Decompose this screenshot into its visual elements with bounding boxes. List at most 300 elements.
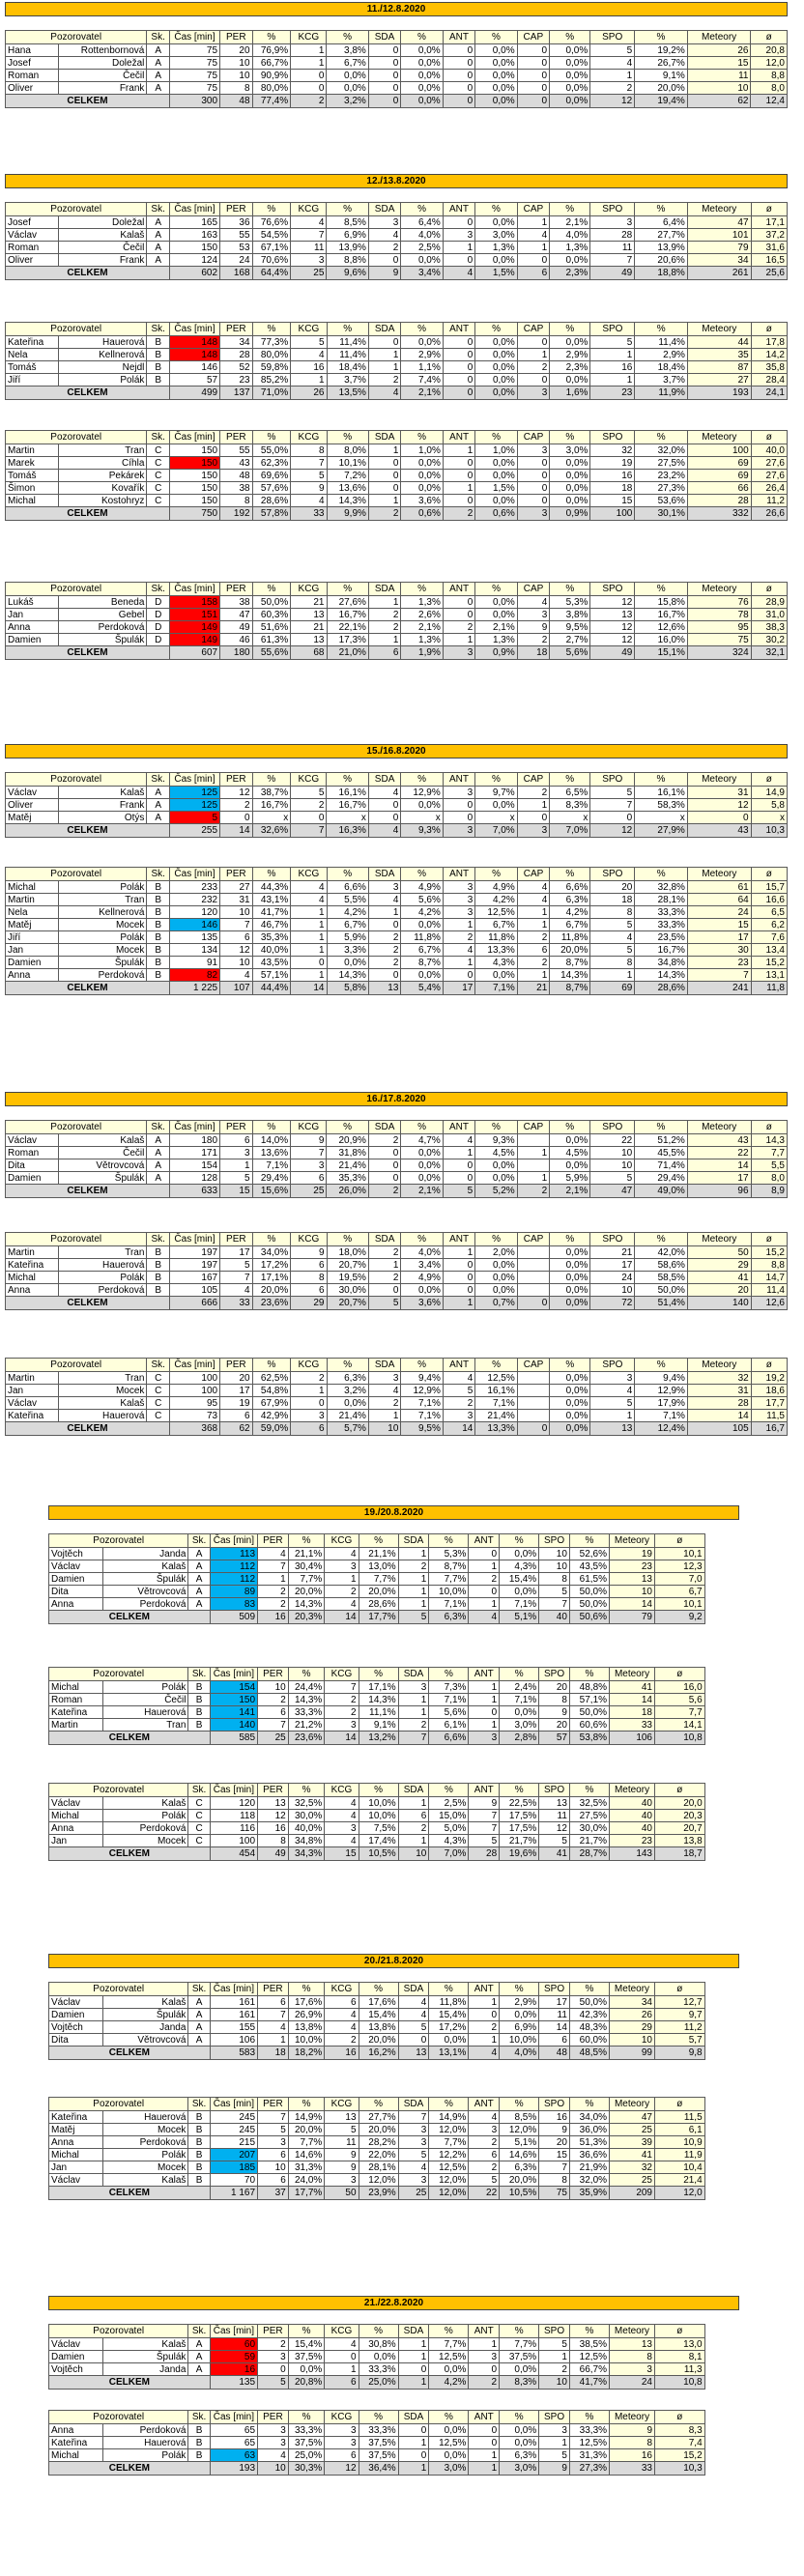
- cell: 42,9%: [252, 1410, 291, 1422]
- total-value: 583: [210, 2046, 257, 2060]
- column-header: Meteory: [687, 773, 751, 787]
- observer-last-name: Mocek: [58, 919, 147, 931]
- cell: 34,8%: [288, 1835, 325, 1847]
- cell: 0,0%: [475, 254, 517, 267]
- cell: 13,6%: [327, 482, 368, 495]
- cell: 4: [368, 894, 401, 906]
- observer-last-name: Polák: [103, 2149, 188, 2161]
- cell: 0,0%: [401, 1147, 443, 1159]
- table-row: [49, 1835, 739, 1847]
- cell: 16: [291, 361, 327, 374]
- column-header: Meteory: [610, 2098, 655, 2111]
- total-value: 9,5%: [401, 1422, 443, 1436]
- cell: 32,0%: [635, 444, 688, 457]
- group-code: A: [188, 1573, 210, 1586]
- column-header: SDA: [368, 323, 401, 336]
- cell: 30,0%: [288, 1810, 325, 1822]
- observer-first-name: Matěj: [6, 919, 59, 931]
- column-header: SDA: [398, 1668, 429, 1681]
- total-value: 51,4%: [635, 1297, 688, 1310]
- meteor-rate: 19,2: [751, 1372, 787, 1385]
- cell: 8: [539, 1694, 570, 1706]
- cell: 36,6%: [569, 2149, 609, 2161]
- table-row: [6, 216, 788, 229]
- cell: 6,3%: [500, 2161, 539, 2174]
- meteor-count: 87: [687, 361, 751, 374]
- cell: 2: [220, 799, 252, 812]
- column-header: KCG: [325, 1534, 359, 1548]
- total-value: 2,8%: [500, 1732, 539, 1745]
- table-row: [6, 906, 788, 919]
- time-minutes: 57: [169, 374, 219, 386]
- table-row: [49, 1706, 739, 1719]
- cell: 0,0%: [550, 1272, 590, 1284]
- cell: 1: [258, 1573, 289, 1586]
- meteor-count: 0: [687, 812, 751, 824]
- total-value: 193: [687, 386, 751, 400]
- time-minutes: 73: [169, 1410, 219, 1422]
- total-value: 16,3%: [327, 824, 368, 838]
- observer-first-name: Kateřina: [49, 2111, 103, 2124]
- cell: 3: [258, 2351, 289, 2363]
- cell: 1: [398, 1706, 429, 1719]
- cell: 6,3%: [500, 2449, 539, 2462]
- cell: 0,0%: [550, 1259, 590, 1272]
- time-minutes: 154: [210, 1681, 257, 1694]
- meteor-rate: 27,6: [751, 457, 787, 470]
- cell: 7: [258, 2009, 289, 2021]
- total-value: 0,9%: [550, 507, 590, 521]
- column-header: %: [401, 323, 443, 336]
- total-value: 10,8: [655, 1732, 705, 1745]
- meteor-count: 31: [687, 1385, 751, 1397]
- cell: [517, 1385, 550, 1397]
- cell: 18: [590, 482, 635, 495]
- cell: 21,7%: [500, 1835, 539, 1847]
- date-title: 20./21.8.2020: [49, 1955, 739, 1968]
- cell: 2,1%: [475, 621, 517, 634]
- cell: 0,0%: [550, 1372, 590, 1385]
- cell: 10,0%: [288, 2034, 325, 2046]
- cell: 0: [443, 1259, 475, 1272]
- observer-first-name: Jan: [6, 1385, 59, 1397]
- cell: 0,0%: [475, 216, 517, 229]
- cell: 14,3%: [635, 969, 688, 982]
- column-header: PER: [220, 773, 252, 787]
- column-header: %: [635, 203, 688, 216]
- cell: 0,0%: [550, 70, 590, 82]
- cell: 2: [368, 374, 401, 386]
- column-header: Pozorovatel: [49, 2098, 188, 2111]
- meteor-rate: 11,9: [655, 2149, 705, 2161]
- column-header: Pozorovatel: [6, 203, 147, 216]
- meteor-count: 7: [687, 969, 751, 982]
- column-header: %: [569, 2325, 609, 2338]
- total-value: 79: [610, 1611, 655, 1624]
- column-header: Meteory: [687, 1121, 751, 1134]
- column-header: %: [288, 1983, 325, 1996]
- cell: 6: [469, 2149, 500, 2161]
- observer-last-name: Čečil: [58, 1147, 147, 1159]
- cell: x: [252, 812, 291, 824]
- total-value: 21,0%: [327, 646, 368, 660]
- column-header: ø: [751, 431, 787, 444]
- observer-last-name: Hauerová: [103, 1706, 188, 1719]
- cell: 7: [291, 1147, 327, 1159]
- meteor-count: 23: [610, 1835, 655, 1847]
- cell: 1: [517, 1147, 549, 1159]
- observer-first-name: Roman: [6, 1147, 59, 1159]
- table-row: [49, 1598, 739, 1611]
- total-value: 64,4%: [252, 267, 291, 280]
- cell: 16,7%: [635, 609, 688, 621]
- cell: 2,1%: [401, 621, 443, 634]
- cell: 38: [220, 596, 253, 609]
- cell: 1,3%: [401, 596, 443, 609]
- cell: 6,3%: [327, 1372, 368, 1385]
- observer-first-name: Michal: [49, 1681, 103, 1694]
- cell: 28,6%: [252, 495, 291, 507]
- time-minutes: 116: [210, 1822, 257, 1835]
- cell: 6,3%: [550, 894, 590, 906]
- cell: 6: [220, 931, 253, 944]
- time-minutes: 105: [169, 1284, 219, 1297]
- group-code: B: [188, 2149, 210, 2161]
- cell: 11,4%: [327, 349, 368, 361]
- cell: 16: [590, 470, 635, 482]
- cell: 1: [368, 444, 401, 457]
- group-code: B: [147, 1259, 170, 1272]
- column-header: Pozorovatel: [49, 1534, 188, 1548]
- observer-last-name: Doležal: [58, 216, 147, 229]
- time-minutes: 141: [210, 1706, 257, 1719]
- cell: 6: [291, 1284, 327, 1297]
- meteor-count: 13: [610, 1573, 655, 1586]
- group-code: D: [147, 634, 170, 646]
- cell: 7: [325, 1681, 359, 1694]
- meteor-count: 34: [687, 254, 751, 267]
- cell: 7,1%: [500, 1694, 539, 1706]
- group-code: A: [188, 1996, 210, 2009]
- table-row: [6, 457, 788, 470]
- cell: 11,8%: [550, 931, 590, 944]
- meteor-rate: 10,9: [655, 2136, 705, 2149]
- cell: 28,1%: [635, 894, 688, 906]
- group-code: A: [188, 2009, 210, 2021]
- cell: 31,3%: [569, 2449, 609, 2462]
- cell: 0: [443, 1284, 475, 1297]
- column-header: %: [252, 31, 291, 44]
- cell: 2: [291, 1372, 327, 1385]
- column-header: Meteory: [687, 1233, 751, 1246]
- observer-first-name: Roman: [49, 1694, 103, 1706]
- cell: 8: [220, 82, 252, 95]
- total-value: 20,8%: [288, 2376, 325, 2390]
- observer-first-name: Václav: [49, 1797, 103, 1810]
- total-value: 15,6%: [252, 1185, 291, 1198]
- column-header: %: [288, 1534, 325, 1548]
- cell: 1: [368, 495, 401, 507]
- table-row: [6, 1272, 788, 1284]
- total-value: 6: [325, 2376, 359, 2390]
- cell: 0,0%: [327, 82, 368, 95]
- cell: 4,7%: [401, 1134, 443, 1147]
- cell: 51,6%: [252, 621, 291, 634]
- date-band: [49, 1955, 739, 1968]
- group-code: A: [147, 57, 170, 70]
- total-value: 26: [291, 386, 327, 400]
- cell: 2: [539, 2363, 570, 2376]
- meteor-rate: 20,8: [751, 44, 788, 57]
- cell: 7,1%: [252, 1159, 291, 1172]
- cell: 4: [398, 2161, 429, 2174]
- total-label: CELKEM: [6, 386, 170, 400]
- cell: 2: [368, 1272, 401, 1284]
- time-minutes: 151: [169, 609, 219, 621]
- total-value: 2,1%: [401, 1185, 443, 1198]
- total-value: 48,5%: [569, 2046, 609, 2060]
- time-minutes: 245: [210, 2124, 257, 2136]
- total-value: 6: [291, 1422, 327, 1436]
- cell: 0: [469, 2424, 500, 2437]
- observer-first-name: Martin: [6, 1246, 59, 1259]
- cell: 3: [443, 881, 475, 894]
- cell: 34,0%: [569, 2111, 609, 2124]
- cell: 2: [398, 1560, 429, 1573]
- column-header: Sk.: [147, 31, 170, 44]
- table-row: [6, 1159, 788, 1172]
- total-value: 25,6: [751, 267, 787, 280]
- cell: 0: [368, 1284, 401, 1297]
- cell: 1,1%: [401, 361, 443, 374]
- total-value: 49,0%: [635, 1185, 688, 1198]
- observation-grid: [5, 744, 788, 838]
- table-row: [6, 1410, 788, 1422]
- observation-table: [48, 1667, 739, 1745]
- table-row: [49, 1797, 739, 1810]
- time-minutes: 171: [169, 1147, 219, 1159]
- total-value: 0,0%: [401, 95, 443, 108]
- column-header: %: [550, 203, 590, 216]
- cell: 4: [443, 944, 475, 957]
- date-title: 12./13.8.2020: [6, 175, 788, 188]
- cell: 23,2%: [635, 470, 688, 482]
- group-code: B: [188, 2136, 210, 2149]
- cell: 67,1%: [252, 242, 291, 254]
- total-value: 2: [443, 507, 475, 521]
- cell: 14,6%: [288, 2149, 325, 2161]
- cell: 1: [443, 1246, 475, 1259]
- time-minutes: 100: [210, 1835, 257, 1847]
- cell: 2: [517, 634, 550, 646]
- meteor-count: 8: [610, 2351, 655, 2363]
- column-header: %: [252, 431, 291, 444]
- time-minutes: 112: [210, 1560, 257, 1573]
- time-minutes: 16: [210, 2363, 257, 2376]
- group-code: C: [147, 1410, 170, 1422]
- cell: 10: [539, 1560, 570, 1573]
- group-code: C: [147, 1385, 170, 1397]
- cell: 53: [220, 242, 252, 254]
- cell: 20,0%: [550, 944, 590, 957]
- table-row: [49, 2021, 739, 2034]
- meteor-count: 18: [610, 1706, 655, 1719]
- observation-table: [48, 2097, 739, 2200]
- cell: [517, 1272, 550, 1284]
- cell: 58,6%: [635, 1259, 688, 1272]
- total-value: 99: [610, 2046, 655, 2060]
- cell: 7,5%: [359, 1822, 398, 1835]
- column-header: %: [288, 2098, 325, 2111]
- time-minutes: 113: [210, 1548, 257, 1560]
- total-value: 5: [443, 1185, 474, 1198]
- table-row: [6, 812, 788, 824]
- cell: 2: [443, 931, 475, 944]
- observation-table: [5, 1358, 788, 1436]
- cell: 0,0%: [550, 1410, 590, 1422]
- cell: 0,0%: [475, 57, 517, 70]
- column-header: PER: [220, 1121, 252, 1134]
- column-header: %: [550, 1233, 590, 1246]
- cell: 34,0%: [252, 1246, 291, 1259]
- cell: 66,7%: [252, 57, 291, 70]
- cell: 33,3%: [635, 919, 688, 931]
- total-row: [49, 2462, 739, 2476]
- observer-first-name: Michal: [49, 2149, 103, 2161]
- column-header: PER: [220, 31, 252, 44]
- observer-first-name: Kateřina: [6, 1410, 59, 1422]
- date-band: [49, 2297, 739, 2310]
- table-row: [6, 482, 788, 495]
- meteor-rate: 13,1: [751, 969, 787, 982]
- cell: 12,6%: [635, 621, 688, 634]
- total-value: 100: [590, 507, 635, 521]
- observer-last-name: Čečil: [103, 1694, 188, 1706]
- column-header: Sk.: [188, 1784, 210, 1797]
- group-code: B: [188, 2174, 210, 2187]
- observer-last-name: Větrovcová: [103, 1586, 188, 1598]
- observer-last-name: Hauerová: [58, 1410, 147, 1422]
- column-header: SDA: [398, 2098, 429, 2111]
- column-header: %: [475, 323, 517, 336]
- cell: 15: [590, 495, 635, 507]
- cell: 0: [291, 1397, 327, 1410]
- column-header: Čas [min]: [169, 31, 219, 44]
- meteor-count: 30: [687, 944, 751, 957]
- meteor-rate: 11,5: [751, 1410, 787, 1422]
- total-value: 17,7%: [288, 2187, 325, 2200]
- meteor-rate: 28,9: [751, 596, 787, 609]
- group-code: B: [188, 2124, 210, 2136]
- cell: 3: [368, 1372, 401, 1385]
- cell: 22: [590, 1134, 635, 1147]
- cell: 61,5%: [569, 1573, 609, 1586]
- column-header-row: [49, 2098, 739, 2111]
- column-header: %: [475, 868, 517, 881]
- cell: 3: [590, 216, 635, 229]
- observation-grid: [5, 867, 788, 995]
- column-header: ANT: [469, 2411, 500, 2424]
- meteor-rate: 13,0: [654, 2338, 704, 2351]
- cell: 17,4%: [359, 1835, 398, 1847]
- spacer-row: [49, 1968, 739, 1983]
- cell: 59,8%: [252, 361, 291, 374]
- total-value: 5: [368, 1297, 401, 1310]
- column-header: %: [252, 868, 291, 881]
- time-minutes: 154: [169, 1159, 219, 1172]
- total-value: 12,0%: [429, 2187, 469, 2200]
- cell: 0,0%: [475, 349, 517, 361]
- meteor-count: 13: [610, 2338, 655, 2351]
- column-header: Sk.: [147, 1359, 170, 1372]
- meteor-count: 101: [687, 229, 751, 242]
- total-value: 16,2%: [359, 2046, 398, 2060]
- cell: 0: [258, 2363, 289, 2376]
- total-value: 23,6%: [252, 1297, 291, 1310]
- cell: 0,0%: [550, 1159, 590, 1172]
- meteor-rate: 40,0: [751, 444, 787, 457]
- cell: 1: [398, 2351, 429, 2363]
- observation-table: [5, 430, 788, 521]
- cell: 0: [368, 919, 401, 931]
- cell: 1,5%: [475, 482, 517, 495]
- cell: 0: [443, 254, 474, 267]
- observer-last-name: Perdoková: [58, 621, 147, 634]
- cell: 0,0%: [401, 70, 443, 82]
- total-value: 24: [610, 2376, 655, 2390]
- column-header: Čas [min]: [169, 583, 219, 596]
- observation-grid: [5, 582, 788, 660]
- cell: 46,7%: [252, 919, 291, 931]
- cell: 2: [517, 957, 550, 969]
- column-header: %: [500, 1784, 539, 1797]
- cell: 10: [220, 957, 253, 969]
- cell: 66,7%: [569, 2363, 609, 2376]
- cell: 4: [325, 1835, 359, 1847]
- cell: 5: [590, 1172, 635, 1185]
- total-value: 29: [291, 1297, 327, 1310]
- column-header: %: [288, 2411, 325, 2424]
- meteor-rate: 12,0: [751, 57, 788, 70]
- meteor-rate: 6,2: [751, 919, 787, 931]
- cell: 0: [368, 1147, 400, 1159]
- total-value: 14: [325, 1611, 359, 1624]
- observer-first-name: Matěj: [6, 812, 59, 824]
- date-band: [49, 1506, 739, 1520]
- cell: 0: [517, 254, 549, 267]
- table-row: [49, 2161, 739, 2174]
- total-value: 10: [539, 2376, 570, 2390]
- time-minutes: 124: [169, 254, 219, 267]
- time-minutes: 59: [210, 2351, 257, 2363]
- column-header: Pozorovatel: [6, 1359, 147, 1372]
- meteor-count: 47: [610, 2111, 655, 2124]
- column-header: Pozorovatel: [6, 583, 147, 596]
- column-header: ANT: [443, 1121, 474, 1134]
- column-header: %: [252, 773, 291, 787]
- total-value: 7: [398, 1732, 429, 1745]
- meteor-count: 28: [687, 1397, 751, 1410]
- cell: 3,0%: [500, 1719, 539, 1732]
- column-header: ø: [655, 1784, 705, 1797]
- meteor-rate: 14,9: [751, 787, 787, 799]
- cell: 4: [325, 2009, 359, 2021]
- cell: 47: [220, 609, 253, 621]
- table-row: [6, 444, 788, 457]
- column-header: ANT: [443, 31, 474, 44]
- observer-last-name: Perdoková: [103, 1822, 188, 1835]
- cell: 42,0%: [635, 1246, 688, 1259]
